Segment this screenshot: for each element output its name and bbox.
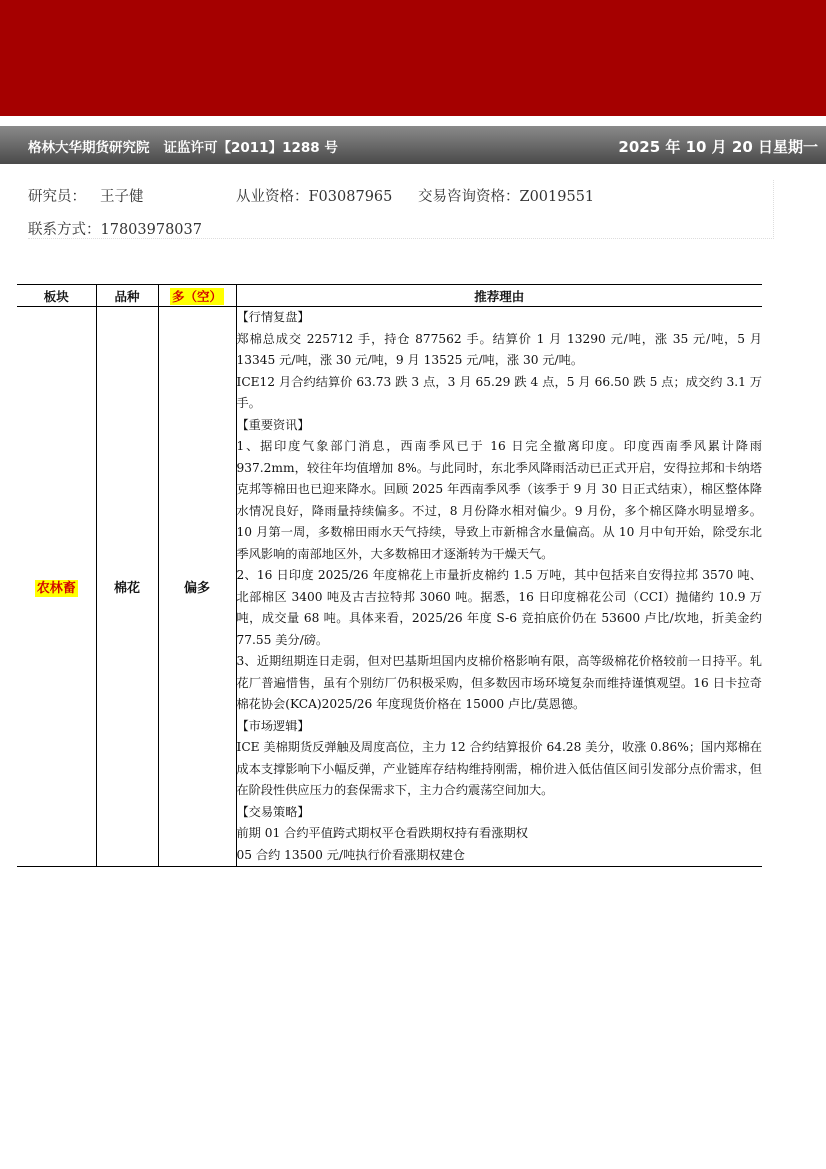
variety-cell: 棉花: [96, 307, 158, 867]
section-title-review: 【行情复盘】: [236, 310, 310, 324]
researcher-name: 王子健: [100, 189, 144, 205]
review-para-2: ICE12 月合约结算价 63.73 跌 3 点，3 月 65.29 跌 4 点，5 月 66.50 跌 5 点；成交约 3.1 万手。: [236, 374, 762, 410]
reason-cell: [236, 307, 762, 867]
report-date: 2025 年 10 月 20 日星期一: [618, 138, 818, 156]
researcher-label: 研究员：: [28, 189, 86, 205]
contact-phone: 17803978037: [100, 222, 202, 238]
header-direction: [158, 285, 236, 307]
section-title-strategy: 【交易策略】: [236, 804, 310, 819]
header-sector: 板块: [17, 285, 96, 307]
review-para-1: 郑棉总成交 225712 手，持仓 877562 手。结算价 1 月 13290 元/吨，涨 35 元/吨，5 月 13345 元/吨，涨 30 元/吨，9 月 13525 元/吨，涨 30 元/吨。: [236, 331, 762, 367]
direction-header-highlight: 多（空）: [171, 288, 222, 304]
qualification-label: 从业资格：: [236, 189, 309, 205]
logic-para-1: ICE 美棉期货反弹触及周度高位，主力 12 合约结算报价 64.28 美分，收涨 0.86%；国内郑棉在成本支撑影响下小幅反弹，产业链库存结构维持刚需，棉价进入低估值区间引发部分点价需求，但在阶段性供应压力的套保需求下，主力合约震荡空间加大。: [236, 740, 762, 797]
contact-label: 联系方式：: [28, 222, 101, 238]
license-number: 证监许可【2011】1288 号: [163, 140, 338, 156]
recommendation-table: [17, 284, 762, 867]
header-variety: 品种: [96, 285, 158, 307]
header-bar: [0, 126, 826, 164]
section-title-news: 【重要资讯】: [236, 417, 310, 432]
contact-row: [28, 218, 773, 239]
table-row: [17, 307, 762, 867]
consult-label: 交易咨询资格：: [418, 189, 520, 205]
news-para-3: 3、近期纽期连日走弱，但对巴基斯坦国内皮棉价格影响有限，高等级棉花价格较前一日持平。轧花厂普遍惜售，虽有个别纺厂仍积极采购，但多数因市场环境复杂而维持谨慎观望。16 日卡拉奇棉花协会(KCA)2025/26 年度现货价格在 15000 卢比/莫恩德。: [236, 654, 762, 711]
header-left: [28, 136, 338, 156]
news-para-1: 1、据印度气象部门消息，西南季风已于 16 日完全撤离印度。印度西南季风累计降雨 937.2mm，较往年均值增加 8%。与此同时，东北季风降雨活动已正式开启，安得拉邦和卡纳塔克邦等棉田也已迎来降水。回顾 2025 年西南季风季（该季于 9 月 30 日正式结束），棉区整体降水情况良好，降雨量持续偏多。不过，8 月份降水相对偏少。9 月份，多个棉区降水明显增多。10 月第一周，多数棉田雨水天气持续，导致上市新棉含水量偏高。从 10 月中旬开始，除受东北季风影响的南部地区外，大多数棉田才逐渐转为干燥天气。: [236, 439, 762, 561]
header-reason: 推荐理由: [236, 285, 762, 307]
analyst-info-row: [28, 185, 773, 206]
strategy-para-2: 05 合约 13500 元/吨执行价看涨期权建仓: [236, 847, 465, 862]
news-para-2: 2、16 日印度 2025/26 年度棉花上市量折皮棉约 1.5 万吨，其中包括来自安得拉邦 3570 吨、北部棉区 3400 吨及古吉拉特邦 3060 吨。据悉，16 日印度棉花公司（CCI）抛储约 10.9 万吨，成交量 68 吨。具体来看，2025/26 年度 S-6 竞拍底价仍在 53600 卢比/坎地，折美金约 77.55 美分/磅。: [236, 568, 762, 647]
direction-cell: 偏多: [158, 307, 236, 867]
sector-highlight: 农林畜: [36, 581, 76, 596]
consult-number: Z0019551: [519, 189, 595, 205]
table-header-row: [17, 285, 762, 307]
qualification-number: F03087965: [308, 189, 393, 205]
sector-cell: [17, 307, 96, 867]
institute-name: 格林大华期货研究院: [28, 140, 150, 156]
section-title-logic: 【市场逻辑】: [236, 718, 310, 733]
strategy-para-1: 前期 01 合约平值跨式期权平仓看跌期权持有看涨期权: [236, 826, 528, 840]
top-brand-band: [0, 0, 826, 116]
